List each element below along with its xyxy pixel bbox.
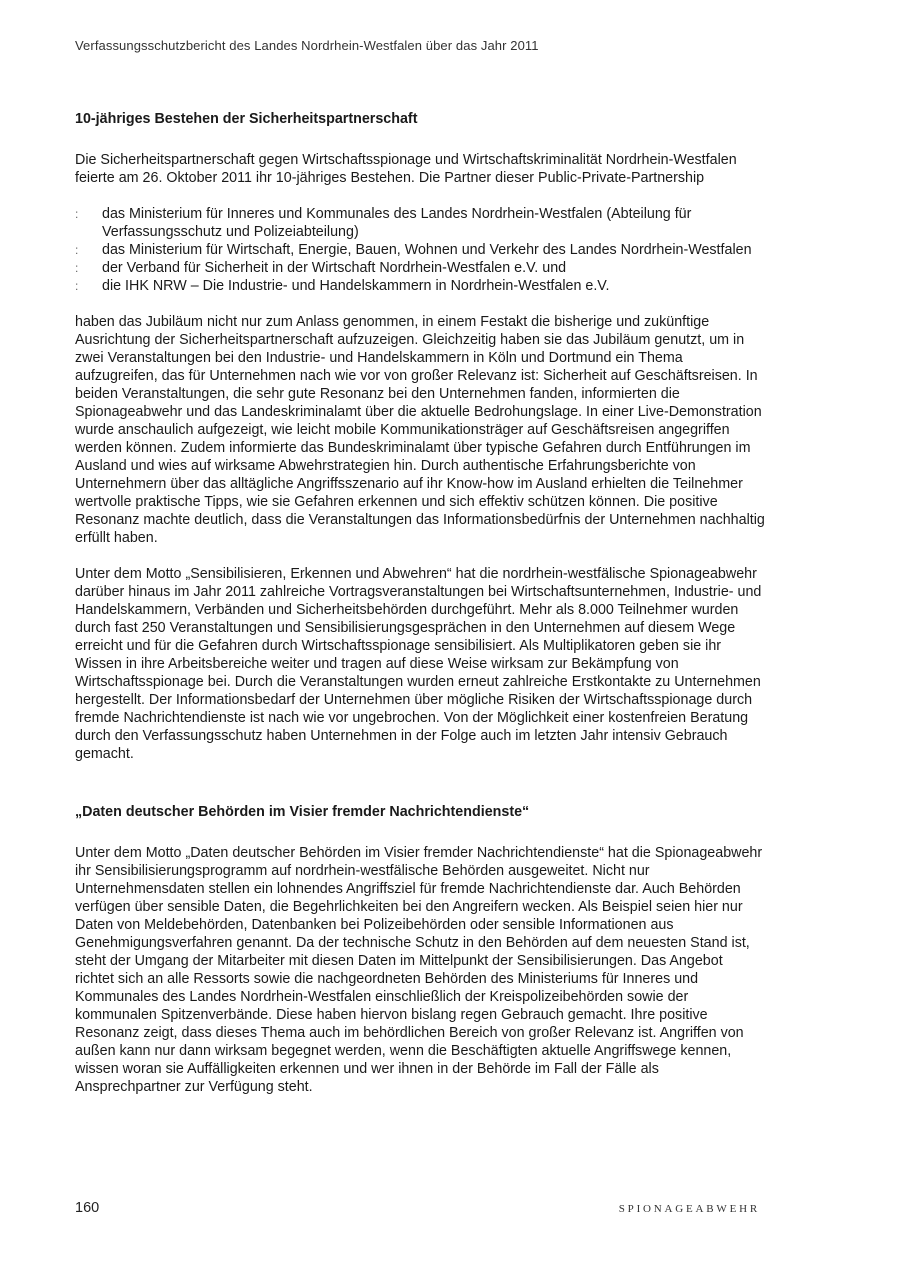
partner-text: das Ministerium für Wirtschaft, Energie, Bauen, Wohnen und Verkehr des Landes Nordrhein-Westfalen [102, 242, 752, 258]
bullet-marker: : [75, 279, 79, 293]
partner-text: die IHK NRW – Die Industrie- und Handelskammern in Nordrhein-Westfalen e.V. [102, 278, 610, 294]
partner-list-item [75, 259, 765, 277]
partner-list-item [75, 277, 765, 295]
partner-list-item [75, 241, 765, 259]
body-paragraph: haben das Jubiläum nicht nur zum Anlass genommen, in einem Festakt die bisherige und zukünftige Ausrichtung der Sicherheitspartnerschaft aufzuzeigen. Gleichzeitig haben sie das Jubiläum genutzt, um in zwei Veranstaltungen bei den Industrie- und Handelskammern in Köln und Dortmund ein Thema aufzugreifen, das für Unternehmen nach wie vor von großer Relevanz ist: Sicherheit auf Geschäftsreisen. In beiden Veranstaltungen, die sehr gute Resonanz bei den Unternehmen fanden, informierten die Spionageabwehr und das Landeskriminalamt über die aktuelle Bedrohungslage. In einer Live-Demonstration wurde anschaulich aufgezeigt, wie leicht mobile Kommunikationsträger auf Geschäftsreisen angegriffen werden können. Zudem informierte das Bundeskriminalamt über typische Gefahren durch Entführungen im Ausland und wies auf wirksame Abwehrstrategien hin. Durch authentische Erfahrungsberichte von Unternehmern über das alltägliche Angriffsszenario auf ihr Know-how im Ausland erhielten die Teilnehmer wertvolle praktische Tipps, wie sie Gefahren erkennen und sich effektiv schützen können. Die positive Resonanz machte deutlich, dass die Veranstaltungen das Informationsbedürfnis der Unternehmen nachhaltig erfüllt haben. [75, 314, 765, 546]
page-number: 160 [75, 1200, 100, 1216]
section-name: SPIONAGEABWEHR [618, 1203, 760, 1215]
partner-list [75, 205, 765, 295]
bullet-marker: : [75, 243, 79, 257]
partner-text: das Ministerium für Inneres und Kommunales des Landes Nordrhein-Westfalen (Abteilung für Verfassungsschutz und Polizeiabteilung) [102, 206, 692, 240]
body-paragraph: Unter dem Motto „Sensibilisieren, Erkennen und Abwehren“ hat die nordrhein-westfälische Spionageabwehr darüber hinaus im Jahr 2011 zahlreiche Vortragsveranstaltungen bei Wirtschaftsunternehmen, Industrie- und Handelskammern, Verbänden und Sicherheitsbehörden durchgeführt. Mehr als 8.000 Teilnehmer wurden durch fast 250 Veranstaltungen und Sensibilisierungsgesprächen in den Unternehmen auf diesem Wege erreicht und für die Gefahren durch Wirtschaftsspionage sensibilisiert. Als Multiplikatoren geben sie ihr Wissen in ihre Arbeitsbereiche weiter und tragen auf diese Weise wirksam zur Bekämpfung von Wirtschaftsspionage bei. Durch die Veranstaltungen wurden erneut zahlreiche Erstkontakte zu Unternehmen hergestellt. Der Informationsbedarf der Unternehmen über mögliche Risiken der Wirtschaftsspionage durch fremde Nachrichtendienste ist nach wie vor ungebrochen. Von der Möglichkeit einer kostenfreien Beratung durch den Verfassungsschutz haben Unternehmen in der Folge auch im letzten Jahr intensiv Gebrauch gemacht. [75, 566, 762, 762]
intro-paragraph: Die Sicherheitspartnerschaft gegen Wirtschaftsspionage und Wirtschaftskriminalität Nordrhein-Westfalen feierte am 26. Oktober 2011 ihr 10-jähriges Bestehen. Die Partner dieser Public-Private-Partnership [75, 152, 737, 186]
section-heading-sicherheitspartnerschaft: 10-jähriges Bestehen der Sicherheitspartnerschaft [75, 111, 418, 127]
section-heading-daten-behoerden: „Daten deutscher Behörden im Visier fremder Nachrichtendienste“ [75, 804, 530, 820]
running-header: Verfassungsschutzbericht des Landes Nordrhein-Westfalen über das Jahr 2011 [75, 38, 539, 53]
body-paragraph: Unter dem Motto „Daten deutscher Behörden im Visier fremder Nachrichtendienste“ hat die Spionageabwehr ihr Sensibilisierungsprogramm auf nordrhein-westfälische Behörden ausgeweitet. Nicht nur Unternehmensdaten stellen ein lohnendes Angriffsziel für fremde Nachrichtendienste dar. Auch Behörden verfügen über sensible Daten, die Begehrlichkeiten bei den Angreifern wecken. Als Beispiel seien hier nur Daten von Meldebehörden, Datenbanken bei Polizeibehörden oder sensible Informationen aus Genehmigungsverfahren genannt. Da der technische Schutz in den Behörden auf dem neuesten Stand ist, steht der Umgang der Mitarbeiter mit diesen Daten im Mittelpunkt der Sensibilisierungen. Das Angebot richtet sich an alle Ressorts sowie die nachgeordneten Behörden des Ministeriums für Inneres und Kommunales des Landes Nordrhein-Westfalen einschließlich der Kreispolizeibehörden sowie der kommunalen Spitzenverbände. Diese haben hiervon bislang regen Gebrauch gemacht. Ihre positive Resonanz zeigt, dass dieses Thema auch im behördlichen Bereich von großer Relevanz ist. Angriffen von außen kann nur dann wirksam begegnet werden, wenn die Beschäftigten aktuelle Angriffswege kennen, wissen woran sie Auffälligkeiten erkennen und wer ihnen in der Behörde im Fall der Fälle als Ansprechpartner zur Verfügung steht. [75, 845, 763, 1095]
partner-text: der Verband für Sicherheit in der Wirtschaft Nordrhein-Westfalen e.V. und [102, 260, 567, 276]
partner-list-item [75, 205, 765, 241]
bullet-marker: : [75, 207, 79, 221]
bullet-marker: : [75, 261, 79, 275]
page-body [75, 110, 765, 1114]
